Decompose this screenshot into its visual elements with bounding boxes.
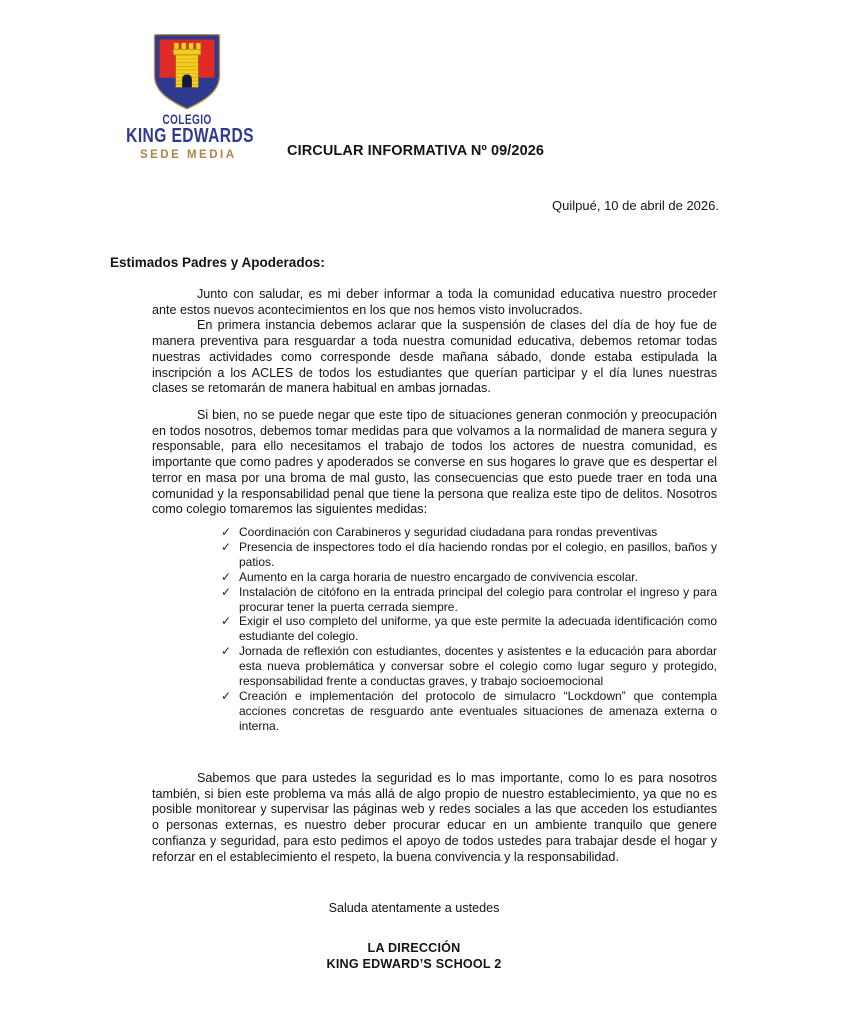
check-icon: ✓ xyxy=(221,614,232,629)
castle-icon xyxy=(173,43,201,88)
closing-line: Saluda atentamente a ustedes xyxy=(328,901,500,915)
paragraph-measures-intro: Si bien, no se puede negar que este tipo de situaciones generan conmoción y preocupación en todos nosotros, debemos tomar medidas para que volvamos a la normalidad de manera segura y responsable, para ello necesitamos el trabajo de todos los actores de nuestra comunidad, es importante que como padres y apoderados se converse en sus hogares lo grave que es despertar el terror en masa por una broma de mal gusto, las consecuencias que esto puede traer en toda una comunidad y la responsabilidad penal que tiene la persona que realiza este tipo de delitos. Nosotros como colegio tomaremos las siguientes medidas: xyxy=(152,408,717,517)
salutation: Estimados Padres y Apoderados: xyxy=(110,255,325,270)
list-item xyxy=(221,614,717,644)
signature-block xyxy=(110,940,718,972)
body-block-intro xyxy=(152,287,717,397)
list-item xyxy=(221,525,717,540)
list-item xyxy=(221,689,717,734)
paragraph-greeting: Junto con saludar, es mi deber informar a toda la comunidad educativa nuestro proceder ante estos nuevos acontecimientos en los que nos hemos visto involucrados. xyxy=(152,287,717,317)
castle-door xyxy=(182,74,192,87)
list-item xyxy=(221,540,717,570)
page-title: CIRCULAR INFORMATIVA Nº 09/2026 xyxy=(287,143,545,159)
list-item-text: Exigir el uso completo del uniforme, ya que este permite la adecuada identificación como estudiante del colegio. xyxy=(239,614,717,644)
logo-text-colegio: COLEGIO xyxy=(162,112,212,127)
list-item xyxy=(221,644,717,689)
paragraph-final: Sabemos que para ustedes la seguridad es lo mas importante, como lo es para nosotros también, si bien este problema va más allá de algo propio de nuestro establecimiento, ya que no es posible monitorear y supervisar las páginas web y redes sociales a las que acceden los estudiantes o personas externas, es nuestro deber procurar educar en un ambiente tranquilo que genere confianza y seguridad, para esto pedimos el apoyo de todos ustedes para trabajar desde el hogar y reforzar en el establecimiento el respeto, la buena convivencia y la responsabilidad. xyxy=(152,771,717,864)
logo-text-sede-media: SEDE MEDIA xyxy=(139,149,237,161)
paragraph-suspension: En primera instancia debemos aclarar que la suspensión de clases del día de hoy fue de manera preventiva para resguardar a toda nuestra comunidad educativa, debemos retomar todas nuestras actividades como corresponde desde mañana sábado, donde estaba estipulada la inscripción a los ACLES de todos los estudiantes que querían participar y el día lunes nuestras clases se retomarán de manera habitual en ambas jornadas. xyxy=(152,318,717,396)
logo-text-king-edwards: KING EDWARDS xyxy=(126,125,254,147)
list-item-text: Aumento en la carga horaria de nuestro encargado de convivencia escolar. xyxy=(239,569,638,584)
signature-line1: LA DIRECCIÓN xyxy=(367,941,461,955)
list-item-text: Creación e implementación del protocolo de simulacro “Lockdown” que contempla acciones concretas de resguardo ante eventuales situaciones de amenaza externa o interna. xyxy=(239,688,717,733)
check-icon: ✓ xyxy=(221,644,232,659)
list-item xyxy=(221,585,717,615)
body-block-final xyxy=(152,771,717,865)
check-icon: ✓ xyxy=(221,569,232,584)
measures-list xyxy=(221,525,717,734)
check-icon: ✓ xyxy=(221,584,232,599)
check-icon: ✓ xyxy=(221,688,232,703)
check-icon: ✓ xyxy=(221,525,232,539)
check-icon: ✓ xyxy=(221,539,232,554)
date-line: Quilpué, 10 de abril de 2026. xyxy=(552,198,719,213)
list-item-text: Jornada de reflexión con estudiantes, docentes y asistentes e la educación para abordar esta nueva problemática y conversar sobre el colegio como lugar seguro y protegido, responsabilidad frente a conductas graves, y trabajo socioemocional xyxy=(239,644,717,689)
school-logo xyxy=(109,33,265,162)
school-crest-icon xyxy=(150,33,224,111)
body-block-measures-intro xyxy=(152,408,717,518)
list-item-text: Coordinación con Carabineros y seguridad ciudadana para rondas preventivas xyxy=(239,525,658,539)
signature-line2: KING EDWARD’S SCHOOL 2 xyxy=(326,957,502,971)
list-item-text: Presencia de inspectores todo el día haciendo rondas por el colegio, en pasillos, baños y patios. xyxy=(239,539,717,569)
list-item xyxy=(221,570,717,585)
list-item-text: Instalación de citófono en la entrada principal del colegio para controlar el ingreso y para procurar tener la puerta cerrada siempre. xyxy=(239,584,717,614)
